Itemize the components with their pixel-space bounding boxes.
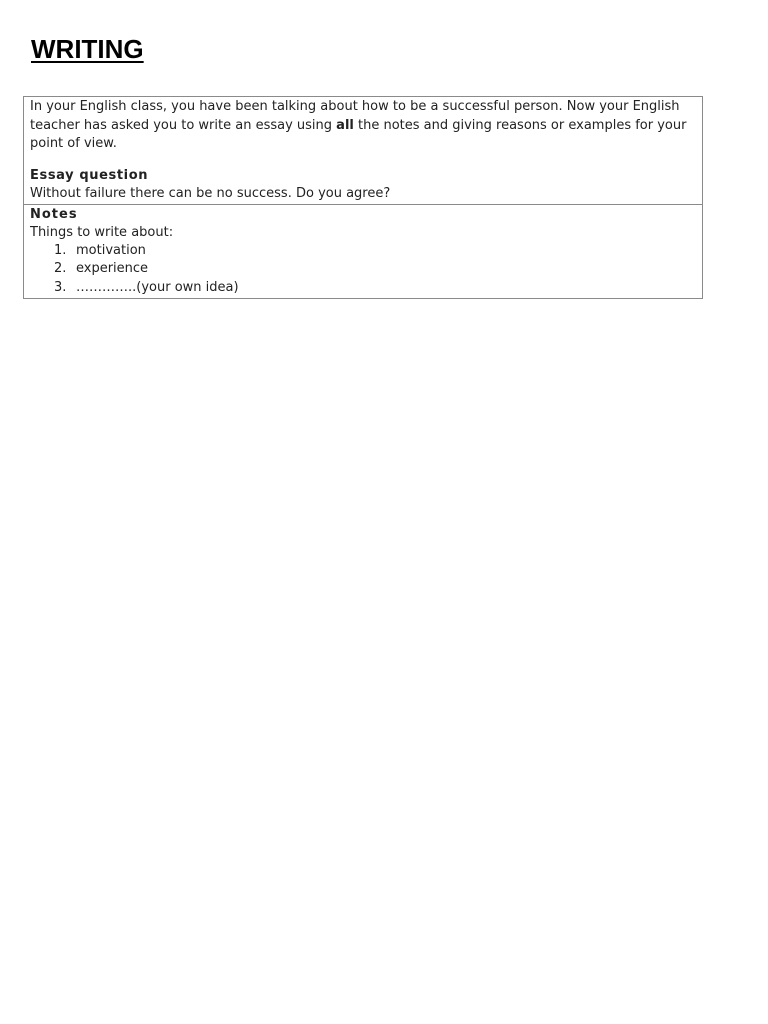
task-intro-text-end: the notes and giving reasons or examples for your point of view.: [30, 117, 687, 151]
notes-item-number: 1.: [54, 242, 67, 258]
task-intro-text-start: In your English class, you have been talking about how to be a successful person. Now your English teacher has asked you to write an essay using: [30, 99, 680, 133]
notes-intro: Things to write about:: [30, 224, 174, 240]
page-title: WRITING: [31, 34, 144, 64]
essay-question-heading: Essay question: [30, 167, 149, 183]
notes-list-item: [54, 279, 696, 298]
writing-task-box: [23, 96, 703, 299]
notes-list-item: [54, 242, 696, 261]
task-intro: [30, 98, 696, 154]
task-intro-emphasis: all: [336, 117, 354, 133]
task-instructions-section: [24, 97, 702, 205]
notes-heading: Notes: [30, 206, 78, 222]
notes-list: [30, 242, 696, 298]
essay-question-text: Without failure there can be no success. Do you agree?: [30, 185, 391, 201]
notes-item-number: 2.: [54, 261, 67, 276]
notes-item-number: 3.: [54, 279, 67, 295]
notes-list-item: [54, 260, 696, 279]
notes-item-text: …………..(your own idea): [76, 279, 239, 295]
notes-section: [24, 205, 702, 298]
notes-item-text: motivation: [76, 242, 146, 258]
notes-item-text: experience: [76, 261, 149, 276]
